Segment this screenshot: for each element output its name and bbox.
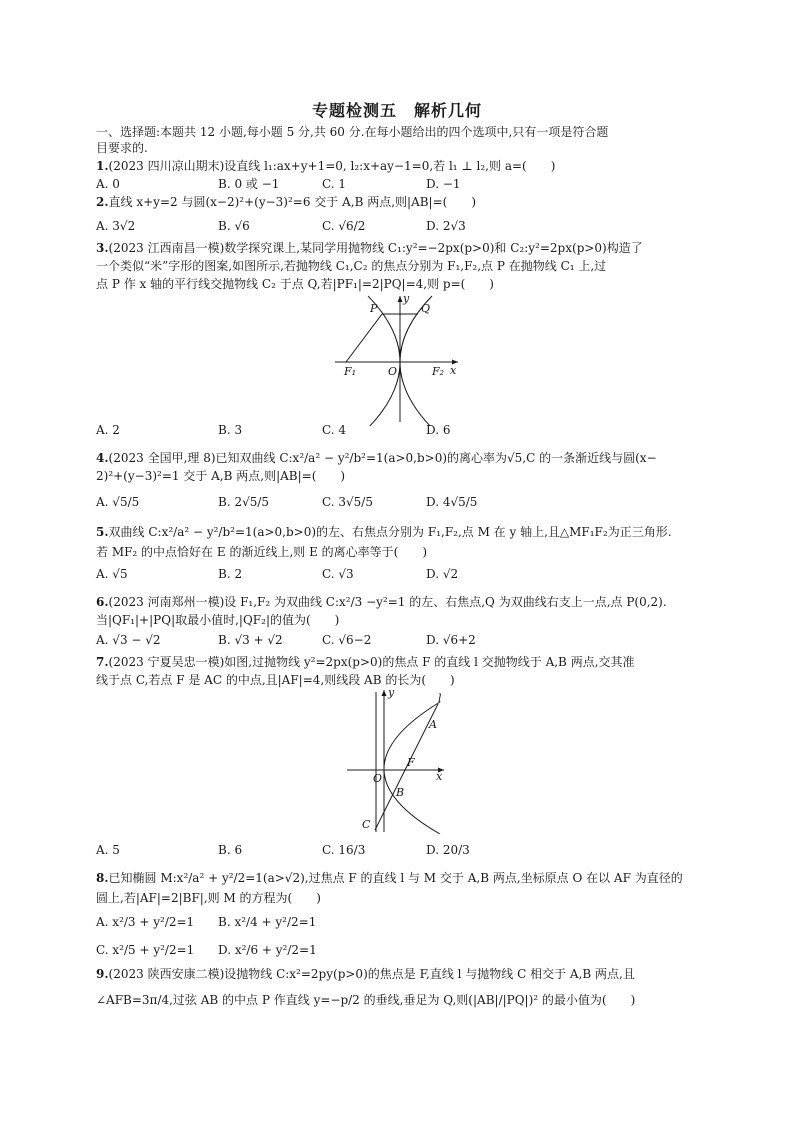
question-number: 5. [96, 525, 109, 539]
label-o: O [373, 772, 383, 785]
option-b: B. 2 [218, 567, 243, 581]
question-8 [96, 870, 683, 886]
question-1 [96, 158, 555, 174]
option-b: B. √3 + √2 [218, 633, 283, 647]
question-8-line-2: 圆上,若|AF|=2|BF|,则 M 的方程为( ) [96, 891, 321, 905]
question-7-line-2: 线于点 C,若点 F 是 AC 的中点,且|AF|=4,则线段 AB 的长为( ) [96, 673, 455, 687]
option-c: C. 4 [322, 423, 347, 437]
question-number: 9. [96, 967, 109, 981]
question-text: 已知椭圆 M:x²/a² + y²/2=1(a>√2),过焦点 F 的直线 l 与 M 交于 A,B 两点,坐标原点 O 在以 AF 为直径的 [108, 871, 683, 885]
question-5 [96, 524, 672, 540]
option-b: B. x²/4 + y²/2=1 [218, 915, 317, 929]
option-a: A. x²/3 + y²/2=1 [96, 915, 195, 929]
question-number: 8. [96, 871, 109, 885]
question-3-line-2: 一个类似“米”字形的图案,如图所示,若抛物线 C₁,C₂ 的焦点分别为 F₁,F₂,点 P 在抛物线 C₁ 上,过 [96, 259, 607, 273]
question-5-line-2: 若 MF₂ 的中点恰好在 E 的渐近线上,则 E 的离心率等于( ) [96, 545, 428, 559]
question-number: 1. [96, 159, 109, 173]
label-l: l [438, 692, 442, 705]
question-text: (2023 宁夏吴忠一模)如图,过抛物线 y²=2px(p>0)的焦点 F 的直线 l 交抛物线于 A,B 两点,交其准 [108, 655, 635, 669]
instructions-line-2: 目要求的. [96, 141, 148, 155]
option-d: D. 2√3 [426, 219, 466, 233]
option-d: D. √6+2 [426, 633, 476, 647]
label-x: x [436, 770, 443, 783]
question-text: (2023 全国甲,理 8)已知双曲线 C:x²/a² − y²/b²=1(a>0,b>0)的离心率为√5,C 的一条渐近线与圆(x− [108, 451, 657, 465]
option-a: A. 3√2 [96, 219, 136, 233]
question-number: 6. [96, 595, 109, 609]
option-b: B. 2√5/5 [218, 495, 270, 509]
question-7-figure [342, 684, 462, 838]
option-a: A. 2 [96, 423, 120, 437]
label-f1: F₁ [344, 365, 357, 378]
question-number: 3. [96, 241, 109, 255]
option-c: C. 3√5/5 [322, 495, 373, 509]
option-a: A. 5 [96, 843, 120, 857]
question-number: 7. [96, 655, 109, 669]
label-o: O [388, 365, 398, 378]
option-c: C. 1 [322, 177, 347, 191]
question-text: (2023 四川凉山期末)设直线 l₁:ax+y+1=0, l₂:x+ay−1=0,若 l₁ ⊥ l₂,则 a=( ) [108, 159, 556, 173]
question-9-line-2: ∠AFB=3π/4,过弦 AB 的中点 P 作直线 y=−p/2 的垂线,垂足为 Q,则(|AB|/|PQ|)² 的最小值为( ) [96, 993, 636, 1007]
label-f2: F₂ [432, 365, 445, 378]
option-a: A. √3 − √2 [96, 633, 161, 647]
option-c: C. √6−2 [322, 633, 372, 647]
question-3 [96, 240, 643, 256]
label-p: P [370, 302, 378, 315]
segment-pf1 [346, 314, 382, 362]
question-9 [96, 966, 635, 982]
option-b: B. 6 [218, 843, 243, 857]
question-2 [96, 194, 476, 210]
question-6-line-2: 当|QF₁|+|PQ|取最小值时,|QF₂|的值为( ) [96, 613, 340, 627]
option-c: C. √3 [322, 567, 354, 581]
option-d: D. 6 [426, 423, 451, 437]
option-d: D. −1 [426, 177, 461, 191]
page-title: 专题检测五 解析几何 [311, 101, 482, 120]
option-a: A. 0 [96, 177, 120, 191]
question-number: 2. [96, 195, 109, 209]
question-6 [96, 594, 667, 610]
question-text: 直线 x+y=2 与圆(x−2)²+(y−3)²=6 交于 A,B 两点,则|AB|=( ) [108, 195, 477, 209]
parabola-c2 [400, 296, 432, 426]
question-text: 双曲线 C:x²/a² − y²/b²=1(a>0,b>0)的左、右焦点分别为 F₁,F₂,点 M 在 y 轴上,且△MF₁F₂为正三角形. [108, 525, 672, 539]
question-3-figure [330, 290, 470, 430]
label-x: x [450, 364, 457, 377]
label-f: F [407, 756, 415, 769]
label-b: B [396, 786, 405, 799]
question-7 [96, 654, 635, 670]
option-a: A. √5 [96, 567, 128, 581]
question-3-line-3: 点 P 作 x 轴的平行线交抛物线 C₂ 于点 Q,若|PF₁|=2|PQ|=4,则 p=( ) [96, 277, 494, 291]
option-c: C. √6/2 [322, 219, 366, 233]
option-d: D. x²/6 + y²/2=1 [218, 943, 317, 957]
question-4-line-2: 2)²+(y−3)²=1 交于 A,B 两点,则|AB|=( ) [96, 469, 346, 483]
question-text: (2023 陕西安康二模)设抛物线 C:x²=2py(p>0)的焦点是 F,直线 l 与抛物线 C 相交于 A,B 两点,且 [108, 967, 635, 981]
instructions-line-1: 一、选择题:本题共 12 小题,每小题 5 分,共 60 分.在每小题给出的四个选项中,只有一项是符合题 [96, 125, 609, 139]
label-c: C [362, 818, 371, 831]
option-d: D. 20/3 [426, 843, 470, 857]
question-4 [96, 450, 657, 466]
label-y: y [388, 686, 395, 699]
parabola-diagram [330, 290, 470, 426]
option-b: B. 0 或 −1 [218, 177, 280, 191]
parabola-c1 [368, 296, 400, 426]
option-d: D. √2 [426, 567, 459, 581]
option-b: B. √6 [218, 219, 250, 233]
label-y: y [403, 292, 410, 305]
option-c: C. x²/5 + y²/2=1 [96, 943, 195, 957]
y-axis-arrow [382, 690, 387, 696]
question-number: 4. [96, 451, 109, 465]
option-c: C. 16/3 [322, 843, 366, 857]
question-text: (2023 江西南昌一模)数学探究课上,某同学用抛物线 C₁:y²=−2px(p>0)和 C₂:y²=2px(p>0)构造了 [108, 241, 643, 255]
question-text: (2023 河南郑州一模)设 F₁,F₂ 为双曲线 C:x²/3 −y²=1 的左、右焦点,Q 为双曲线右支上一点,点 P(0,2). [108, 595, 667, 609]
label-q: Q [421, 302, 431, 315]
option-a: A. √5/5 [96, 495, 140, 509]
parabola-focal-chord-diagram [342, 684, 462, 834]
label-a: A [429, 718, 437, 731]
option-d: D. 4√5/5 [426, 495, 478, 509]
option-b: B. 3 [218, 423, 243, 437]
y-axis-arrow [398, 296, 403, 302]
